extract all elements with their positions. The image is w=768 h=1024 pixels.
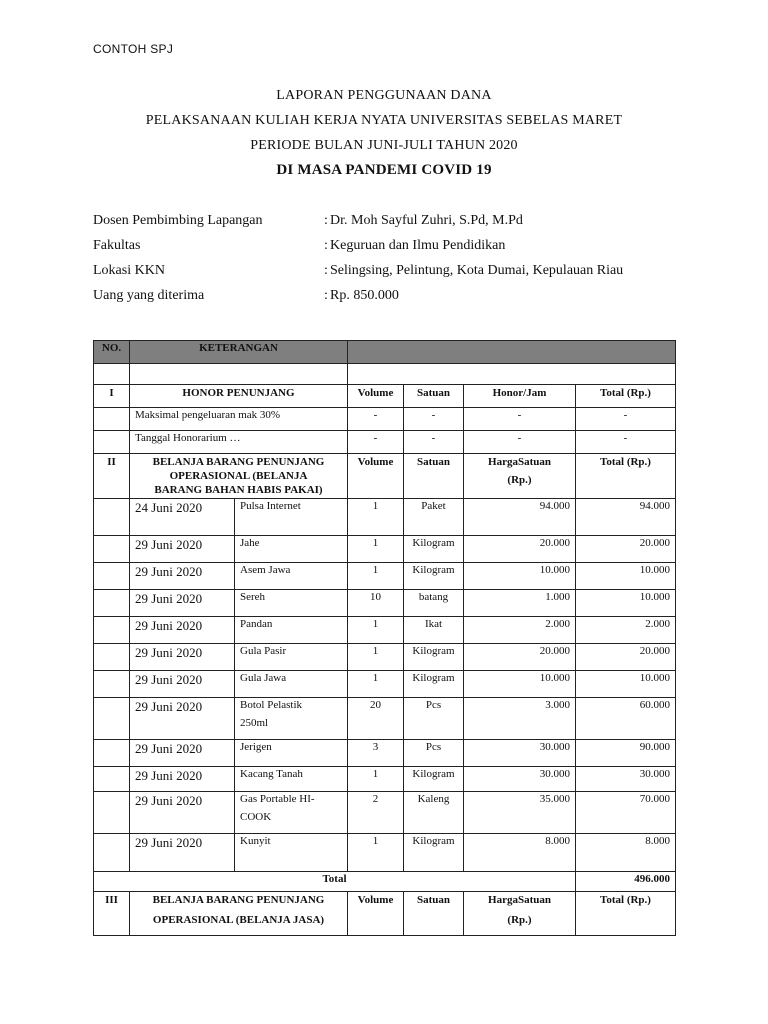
row-item-line: 250ml	[240, 717, 269, 729]
section-header-row	[94, 385, 676, 408]
row-satuan: batang	[404, 590, 464, 617]
col-satuan: Satuan	[404, 454, 464, 499]
info-row-dosen	[93, 213, 693, 233]
row-volume: 10	[348, 590, 404, 617]
row-volume: 1	[348, 671, 404, 698]
col-satuan: Satuan	[404, 892, 464, 936]
info-row-fakultas	[93, 238, 693, 258]
section-number: II	[94, 454, 130, 499]
row-price: 94.000	[464, 499, 576, 536]
row-satuan: Kilogram	[404, 536, 464, 563]
row-date: 29 Juni 2020	[130, 536, 235, 563]
row-volume: 1	[348, 644, 404, 671]
row-description: Tanggal Honorarium …	[130, 431, 348, 454]
row-volume: 1	[348, 536, 404, 563]
row-price: 8.000	[464, 834, 576, 872]
section-number: III	[94, 892, 130, 936]
report-context: DI MASA PANDEMI COVID 19	[276, 162, 492, 178]
row-total: 20.000	[576, 644, 676, 671]
row-volume: 3	[348, 740, 404, 767]
row-date: 29 Juni 2020	[130, 644, 235, 671]
expense-table	[93, 340, 676, 936]
row-price: 30.000	[464, 740, 576, 767]
info-row-lokasi	[93, 263, 693, 283]
row-total: 10.000	[576, 590, 676, 617]
info-separator: :	[324, 238, 328, 253]
row-volume: 1	[348, 563, 404, 590]
table-row	[94, 671, 676, 698]
row-total: 2.000	[576, 617, 676, 644]
table-row	[94, 617, 676, 644]
row-price: 2.000	[464, 617, 576, 644]
report-subtitle: PELAKSANAAN KULIAH KERJA NYATA UNIVERSITAS SEBELAS MARET	[145, 113, 623, 128]
row-price: 20.000	[464, 644, 576, 671]
col-volume: Volume	[348, 454, 404, 499]
row-total: 94.000	[576, 499, 676, 536]
header-empty	[348, 341, 676, 364]
info-label: Lokasi KKN	[93, 263, 165, 278]
row-total: 20.000	[576, 536, 676, 563]
info-label: Fakultas	[93, 238, 141, 253]
row-date: 24 Juni 2020	[130, 499, 235, 536]
row-price: 10.000	[464, 671, 576, 698]
section-header-row	[94, 892, 676, 936]
row-total: 30.000	[576, 767, 676, 792]
table-header-row	[94, 341, 676, 364]
row-satuan: Kilogram	[404, 671, 464, 698]
row-date: 29 Juni 2020	[130, 698, 235, 740]
row-volume: 1	[348, 767, 404, 792]
col-price-line: HargaSatuan	[488, 894, 551, 906]
report-period: PERIODE BULAN JUNI-JULI TAHUN 2020	[250, 138, 518, 153]
table-row	[94, 698, 676, 740]
info-separator: :	[324, 263, 328, 278]
col-volume: Volume	[348, 385, 404, 408]
row-satuan: Paket	[404, 499, 464, 536]
info-label: Uang yang diterima	[93, 288, 205, 303]
col-price	[464, 892, 576, 936]
row-total: 10.000	[576, 563, 676, 590]
row-item: Jahe	[235, 536, 348, 563]
row-satuan: Kilogram	[404, 563, 464, 590]
row-item-line: COOK	[240, 811, 272, 823]
row-satuan: Ikat	[404, 617, 464, 644]
row-item: Pulsa Internet	[235, 499, 348, 536]
row-satuan: Pcs	[404, 698, 464, 740]
col-satuan: Satuan	[404, 385, 464, 408]
header-keterangan: KETERANGAN	[130, 341, 348, 364]
spacer-row	[94, 364, 676, 385]
info-separator: :	[324, 213, 328, 228]
header-no: NO.	[94, 341, 130, 364]
info-value: Dr. Moh Sayful Zuhri, S.Pd, M.Pd	[330, 213, 523, 228]
table-row	[94, 431, 676, 454]
row-item-line: Botol Pelastik	[240, 699, 303, 711]
table-row	[94, 536, 676, 563]
table-row	[94, 740, 676, 767]
row-total: -	[576, 408, 676, 431]
row-satuan: Pcs	[404, 740, 464, 767]
col-volume: Volume	[348, 892, 404, 936]
total-row	[94, 872, 676, 892]
table-row	[94, 499, 676, 536]
row-item: Kacang Tanah	[235, 767, 348, 792]
section-number: I	[94, 385, 130, 408]
row-item: Kunyit	[235, 834, 348, 872]
row-date: 29 Juni 2020	[130, 617, 235, 644]
info-value: Rp. 850.000	[330, 288, 399, 303]
info-row-uang	[93, 288, 693, 308]
row-item: Sereh	[235, 590, 348, 617]
row-satuan: Kilogram	[404, 644, 464, 671]
row-volume: 20	[348, 698, 404, 740]
row-date: 29 Juni 2020	[130, 671, 235, 698]
table-row	[94, 408, 676, 431]
info-separator: :	[324, 288, 328, 303]
col-total: Total (Rp.)	[576, 454, 676, 499]
section-title: HONOR PENUNJANG	[130, 385, 348, 408]
row-price: 20.000	[464, 536, 576, 563]
row-price: 3.000	[464, 698, 576, 740]
row-item	[235, 698, 348, 740]
row-date: 29 Juni 2020	[130, 767, 235, 792]
row-price: -	[464, 431, 576, 454]
row-price: 1.000	[464, 590, 576, 617]
row-satuan: -	[404, 431, 464, 454]
col-price-line: HargaSatuan	[488, 456, 551, 468]
table-row	[94, 767, 676, 792]
row-date: 29 Juni 2020	[130, 563, 235, 590]
table-row	[94, 792, 676, 834]
row-total: 60.000	[576, 698, 676, 740]
section-title-line: OPERASIONAL (BELANJA JASA)	[152, 914, 325, 926]
total-value: 496.000	[576, 872, 676, 892]
report-title: LAPORAN PENGGUNAAN DANA	[276, 88, 492, 103]
row-price: 30.000	[464, 767, 576, 792]
section-title	[130, 892, 348, 936]
info-value: Keguruan dan Ilmu Pendidikan	[330, 238, 506, 253]
row-date: 29 Juni 2020	[130, 792, 235, 834]
row-item: Pandan	[235, 617, 348, 644]
col-price-line: (Rp.)	[507, 914, 532, 926]
table-row	[94, 834, 676, 872]
info-label: Dosen Pembimbing Lapangan	[93, 213, 263, 228]
col-total: Total (Rp.)	[576, 892, 676, 936]
table-row	[94, 644, 676, 671]
row-satuan: Kilogram	[404, 767, 464, 792]
row-total: 70.000	[576, 792, 676, 834]
col-price-line: (Rp.)	[507, 474, 532, 486]
row-item	[235, 792, 348, 834]
row-volume: 1	[348, 617, 404, 644]
section-title-line: BARANG BAHAN HABIS PAKAI)	[154, 484, 323, 496]
row-date: 29 Juni 2020	[130, 740, 235, 767]
row-item: Gula Jawa	[235, 671, 348, 698]
row-price: -	[464, 408, 576, 431]
row-item: Gula Pasir	[235, 644, 348, 671]
col-price	[464, 454, 576, 499]
row-volume: 1	[348, 834, 404, 872]
table-row	[94, 563, 676, 590]
col-price: Honor/Jam	[464, 385, 576, 408]
section-title-line: OPERASIONAL (BELANJA	[169, 470, 308, 482]
table-row	[94, 590, 676, 617]
section-header-row	[94, 454, 676, 499]
row-volume: 2	[348, 792, 404, 834]
row-date: 29 Juni 2020	[130, 590, 235, 617]
row-satuan: Kilogram	[404, 834, 464, 872]
section-title-line: BELANJA BARANG PENUNJANG	[152, 894, 325, 906]
row-volume: -	[348, 431, 404, 454]
row-satuan: -	[404, 408, 464, 431]
row-item: Asem Jawa	[235, 563, 348, 590]
info-value: Selingsing, Pelintung, Kota Dumai, Kepulauan Riau	[330, 263, 624, 278]
row-item-line: Gas Portable HI-	[240, 793, 315, 805]
row-total: 10.000	[576, 671, 676, 698]
row-total: 90.000	[576, 740, 676, 767]
row-date: 29 Juni 2020	[130, 834, 235, 872]
section-title-line: BELANJA BARANG PENUNJANG	[152, 456, 325, 468]
row-price: 10.000	[464, 563, 576, 590]
row-satuan: Kaleng	[404, 792, 464, 834]
row-price: 35.000	[464, 792, 576, 834]
total-label: Total	[94, 872, 576, 892]
row-item: Jerigen	[235, 740, 348, 767]
row-total: -	[576, 431, 676, 454]
row-description: Maksimal pengeluaran mak 30%	[130, 408, 348, 431]
row-volume: -	[348, 408, 404, 431]
row-volume: 1	[348, 499, 404, 536]
col-total: Total (Rp.)	[576, 385, 676, 408]
section-title	[130, 454, 348, 499]
row-total: 8.000	[576, 834, 676, 872]
document-label: CONTOH SPJ	[93, 42, 174, 56]
